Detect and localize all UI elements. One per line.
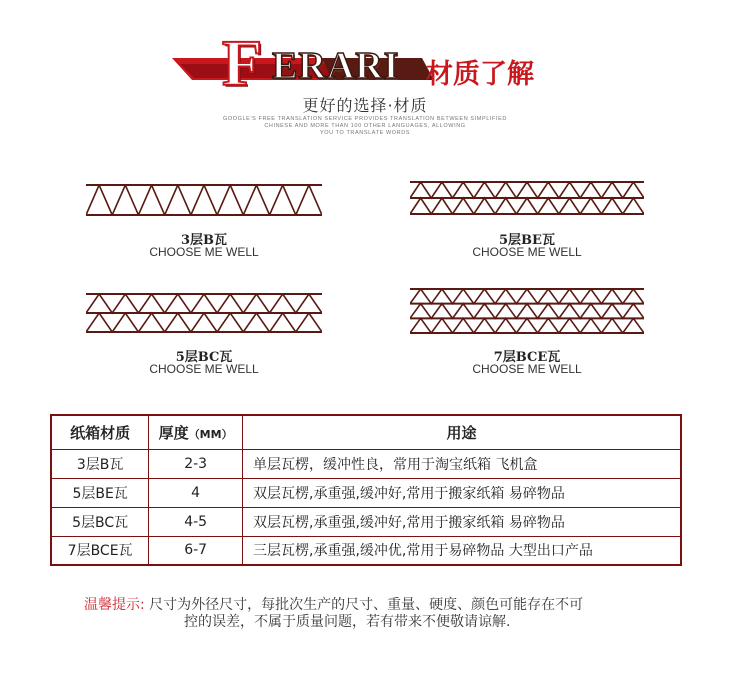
flute-zigzag <box>86 185 322 215</box>
flute-zigzag <box>410 198 644 214</box>
brand-logo <box>172 28 572 98</box>
header-material: 纸箱材质 <box>51 415 149 449</box>
cell-thickness: 4 <box>149 478 243 507</box>
header-thickness-unit: （MM） <box>188 427 233 441</box>
cell-usage: 单层瓦楞，缓冲性良，常用于淘宝纸箱 飞机盒 <box>243 449 681 478</box>
cell-thickness: 6-7 <box>149 536 243 565</box>
cell-usage: 三层瓦楞,承重强,缓冲优,常用于易碎物品 大型出口产品 <box>243 536 681 565</box>
corrugation-diagram <box>86 184 322 216</box>
table-header-row <box>51 415 681 449</box>
table-row <box>51 449 681 478</box>
corrugation-diagram <box>410 288 644 334</box>
cell-thickness: 2-3 <box>149 449 243 478</box>
table-row <box>51 507 681 536</box>
diagram-caption: CHOOSE ME WELL <box>149 362 259 376</box>
diagram-title: 5层BE瓦 <box>499 233 555 248</box>
cell-thickness: 4-5 <box>149 507 243 536</box>
header-usage: 用途 <box>243 415 681 449</box>
tip-label: 温馨提示: <box>84 597 145 613</box>
brand-name: ERARI <box>272 45 400 87</box>
table-row <box>51 478 681 507</box>
flute-zigzag <box>410 318 644 333</box>
diagram-3-layer-b <box>86 184 322 216</box>
corrugation-diagram <box>86 293 322 333</box>
tip-text-line1: 尺寸为外径尺寸，每批次生产的尺寸、重量、硬度、颜色可能存在不可 <box>149 597 584 613</box>
diagram-5-layer-bc <box>86 293 322 333</box>
page-subtitle: 更好的选择·材质 <box>302 96 428 115</box>
cell-material: 5层BC瓦 <box>51 507 149 536</box>
tip-text-line2: 控的误差，不属于质量问题，若有带来不便敬请谅解. <box>184 614 511 630</box>
diagram-title: 5层BC瓦 <box>175 350 233 365</box>
diagram-caption: CHOOSE ME WELL <box>472 245 582 259</box>
corrugation-diagram <box>410 181 644 215</box>
warm-tip <box>84 597 664 631</box>
diagram-title: 3层B瓦 <box>180 233 228 248</box>
brand-letter-f: F <box>222 27 263 100</box>
diagram-5-layer-be <box>410 181 644 215</box>
header-thickness-label: 厚度 <box>158 423 189 442</box>
tiny-en-line: GOOGLE'S FREE TRANSLATION SERVICE PROVIDES TRANSLATION BETWEEN SIMPLIFIED <box>223 116 507 122</box>
decorative-english-text <box>0 116 730 137</box>
flute-zigzag <box>86 313 322 332</box>
diagram-7-layer-bce <box>410 288 644 334</box>
tiny-en-line: YOU TO TRANSLATE WORDS <box>319 130 411 136</box>
cell-material: 3层B瓦 <box>51 449 149 478</box>
flute-zigzag <box>86 294 322 313</box>
cell-material: 7层BCE瓦 <box>51 536 149 565</box>
cell-usage: 双层瓦楞,承重强,缓冲好,常用于搬家纸箱 易碎物品 <box>243 507 681 536</box>
flute-zigzag <box>410 289 644 304</box>
brand-title-cn: 材质了解 <box>426 59 534 90</box>
table-row <box>51 536 681 565</box>
material-spec-table <box>50 414 682 566</box>
tiny-en-line: CHINESE AND MORE THAN 100 OTHER LANGUAGES, ALLOWING <box>264 123 466 129</box>
cell-usage: 双层瓦楞,承重强,缓冲好,常用于搬家纸箱 易碎物品 <box>243 478 681 507</box>
diagram-title: 7层BCE瓦 <box>493 350 561 365</box>
cell-material: 5层BE瓦 <box>51 478 149 507</box>
flute-zigzag <box>410 182 644 198</box>
diagram-caption: CHOOSE ME WELL <box>149 245 259 259</box>
flute-zigzag <box>410 304 644 319</box>
header-thickness <box>149 415 243 449</box>
diagram-caption: CHOOSE ME WELL <box>472 362 582 376</box>
